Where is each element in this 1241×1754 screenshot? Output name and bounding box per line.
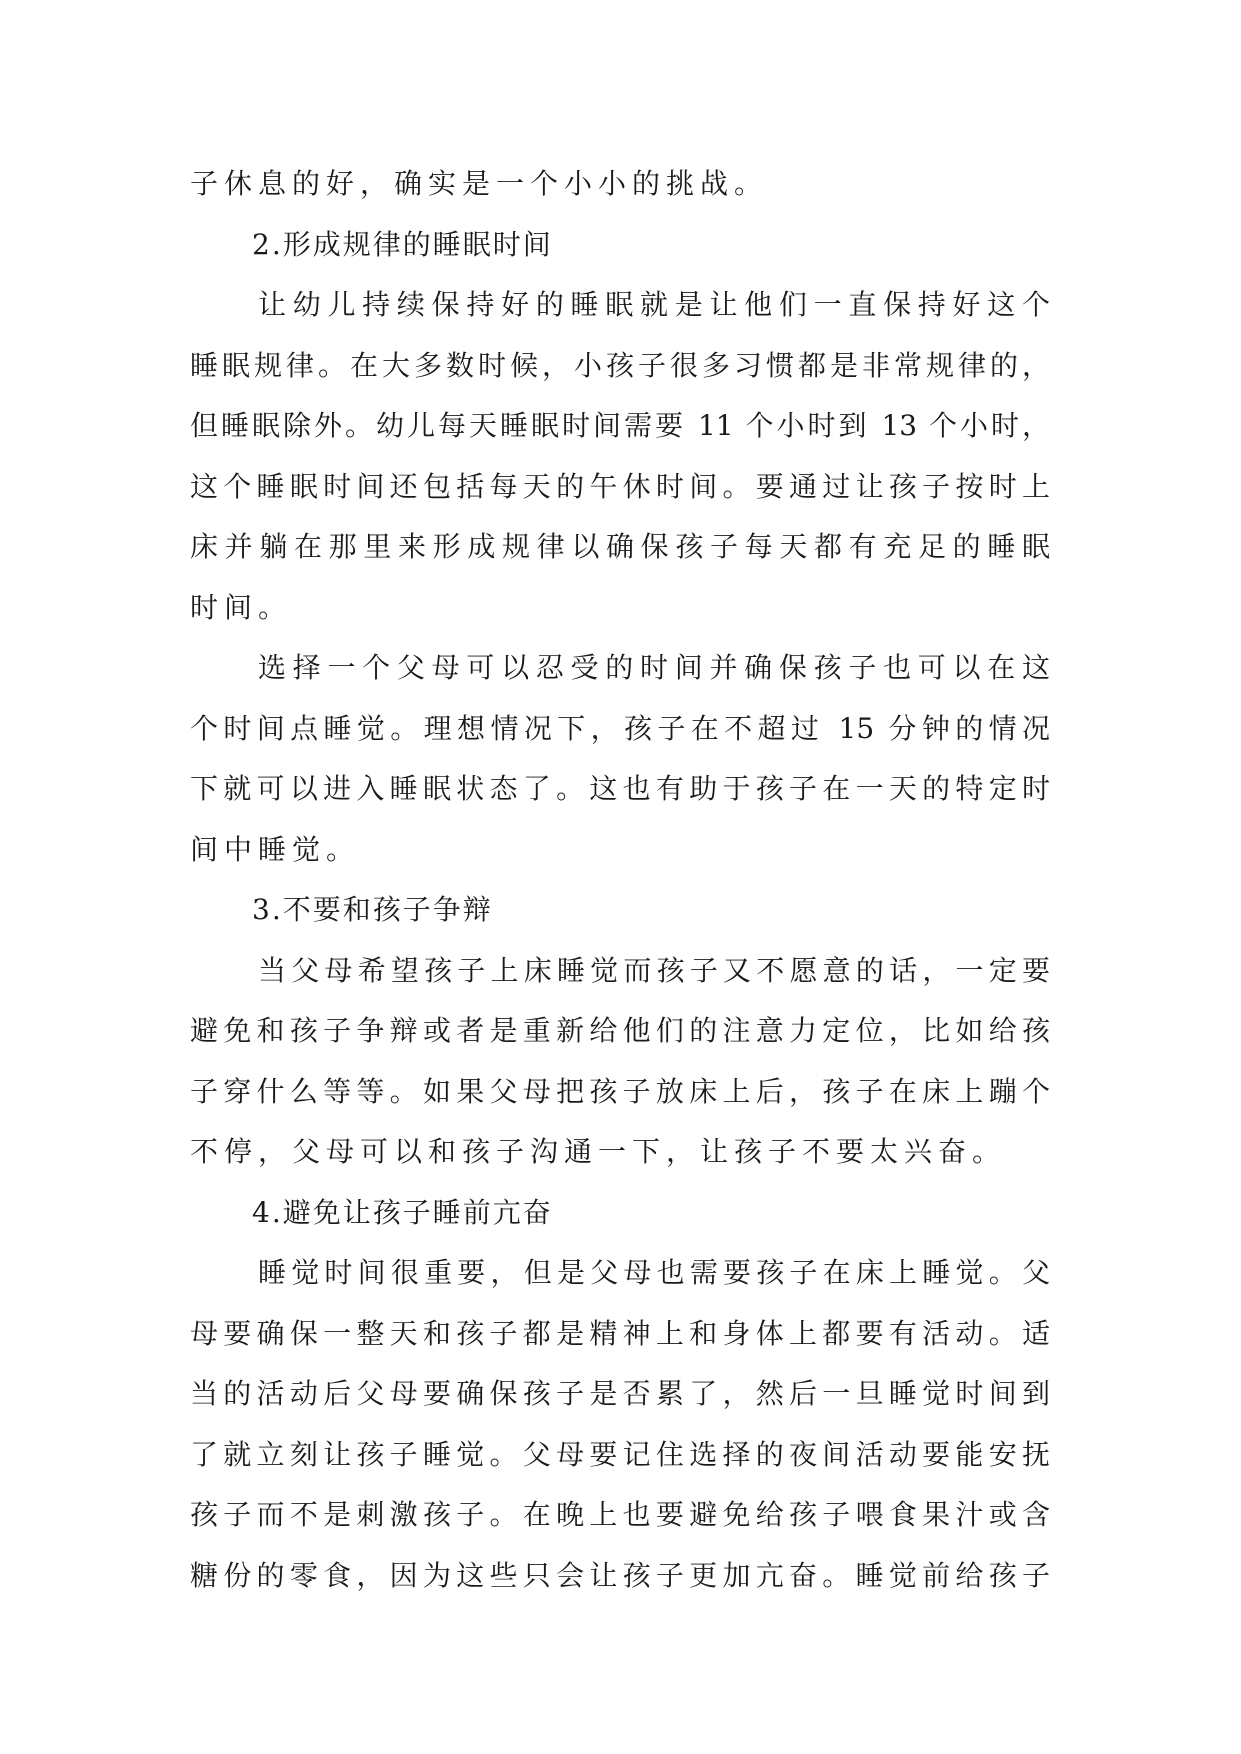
paragraph-line: 避免和孩子争辩或者是重新给他们的注意力定位，比如给孩 [190, 1014, 1050, 1047]
paragraph-line: 孩子而不是刺激孩子。在晚上也要避免给孩子喂食果汁或含 [190, 1498, 1050, 1531]
document-body [190, 154, 1050, 1606]
paragraph [190, 941, 1050, 1183]
paragraph-line: 床并躺在那里来形成规律以确保孩子每天都有充足的睡眠 [190, 530, 1050, 563]
paragraph-line: 了就立刻让孩子睡觉。父母要记住选择的夜间活动要能安抚 [190, 1437, 1050, 1471]
paragraph-line: 当的活动后父母要确保孩子是否累了，然后一旦睡觉时间到 [190, 1377, 1050, 1410]
section-heading: 4.避免让孩子睡前亢奋 [252, 1195, 553, 1229]
paragraph-line: 母要确保一整天和孩子都是精神上和身体上都要有活动。适 [190, 1316, 1050, 1350]
paragraph [190, 275, 1050, 638]
paragraph-line: 个时间点睡觉。理想情况下，孩子在不超过 15 分钟的情况 [190, 711, 1050, 745]
paragraph [190, 154, 1050, 215]
paragraph-line: 睡觉时间很重要，但是父母也需要孩子在床上睡觉。父 [258, 1256, 1050, 1289]
paragraph-line: 让幼儿持续保持好的睡眠就是让他们一直保持好这个 [258, 288, 1050, 321]
paragraph-line: 选择一个父母可以忍受的时间并确保孩子也可以在这 [258, 651, 1050, 684]
paragraph-line: 当父母希望孩子上床睡觉而孩子又不愿意的话，一定要 [258, 953, 1050, 987]
section-heading: 3.不要和孩子争辩 [252, 893, 493, 926]
paragraph [190, 1243, 1050, 1606]
paragraph-line: 糖份的零食，因为这些只会让孩子更加亢奋。睡觉前给孩子 [190, 1558, 1050, 1592]
paragraph-line: 子穿什么等等。如果父母把孩子放床上后，孩子在床上蹦个 [190, 1074, 1050, 1108]
paragraph-line: 但睡眠除外。幼儿每天睡眠时间需要 11 个小时到 13 个小时， [190, 409, 1050, 442]
paragraph-line: 不停，父母可以和孩子沟通一下，让孩子不要太兴奋。 [190, 1135, 1007, 1168]
paragraph-line: 间中睡觉。 [190, 832, 361, 866]
paragraph-line: 子休息的好，确实是一个小小的挑战。 [190, 167, 769, 200]
paragraph-line: 时间。 [190, 590, 293, 624]
paragraph [190, 638, 1050, 880]
section-heading: 2.形成规律的睡眠时间 [252, 227, 553, 261]
paragraph-line: 睡眠规律。在大多数时候，小孩子很多习惯都是非常规律的， [190, 348, 1050, 382]
paragraph-line: 这个睡眠时间还包括每天的午休时间。要通过让孩子按时上 [190, 469, 1050, 503]
paragraph-line: 下就可以进入睡眠状态了。这也有助于孩子在一天的特定时 [190, 772, 1050, 805]
